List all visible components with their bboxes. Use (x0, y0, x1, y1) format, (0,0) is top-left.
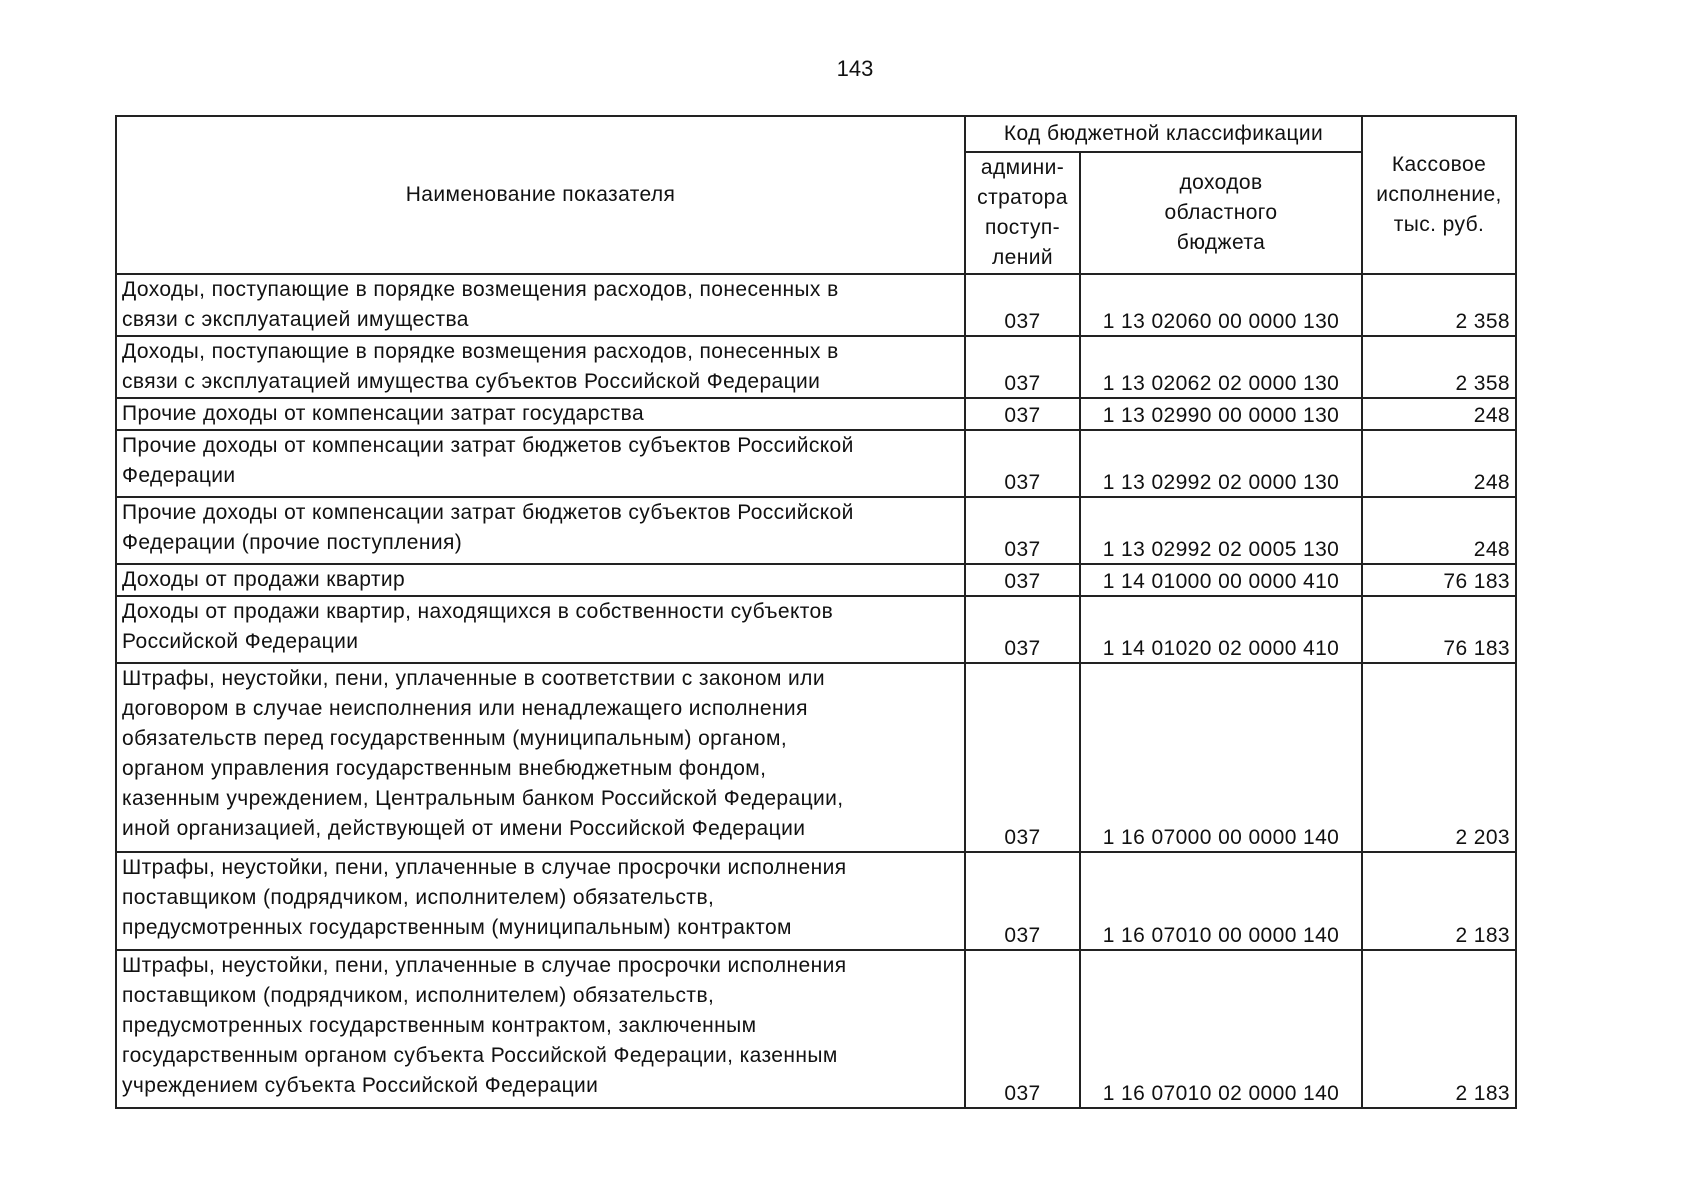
row-name-line: связи с эксплуатацией имущества субъектов Российской Федерации (122, 370, 821, 393)
row-name-line: Штрафы, неустойки, пени, уплаченные в соответствии с законом или (122, 667, 825, 690)
header-cash-execution-line: тыс. руб. (1393, 213, 1485, 236)
row-name-line: казенным учреждением, Центральным банком Российской Федерации, (122, 787, 844, 810)
row-administrator-code: 037 (965, 852, 1080, 950)
row-indicator-name (116, 497, 965, 564)
page-number: 143 (836, 56, 874, 81)
table-row (116, 430, 1516, 497)
row-name-line: Федерации (прочие поступления) (122, 531, 463, 554)
header-administrator-line: лений (992, 246, 1053, 269)
row-income-code: 1 13 02992 02 0000 130 (1080, 430, 1362, 497)
row-cash-execution: 2 183 (1362, 950, 1516, 1108)
row-indicator-name (116, 398, 965, 430)
row-name-line: Прочие доходы от компенсации затрат бюджетов субъектов Российской (122, 501, 854, 524)
table-row (116, 497, 1516, 564)
row-income-code: 1 13 02062 02 0000 130 (1080, 336, 1362, 398)
row-name-line: Российской Федерации (122, 630, 359, 653)
budget-income-table (115, 115, 1517, 1109)
row-indicator-name (116, 430, 965, 497)
table-row (116, 852, 1516, 950)
row-name-line: поставщиком (подрядчиком, исполнителем) обязательств, (122, 984, 715, 1007)
row-name-line: Штрафы, неустойки, пени, уплаченные в случае просрочки исполнения (122, 856, 847, 879)
header-administrator-line: админи- (980, 156, 1065, 179)
row-cash-execution: 2 358 (1362, 274, 1516, 336)
header-indicator-name: Наименование показателя (116, 116, 965, 274)
row-name-line: Федерации (122, 464, 236, 487)
table-row (116, 398, 1516, 430)
header-administrator-line: стратора (977, 186, 1068, 209)
row-administrator-code: 037 (965, 430, 1080, 497)
header-income-code (1080, 152, 1362, 274)
row-name-line: государственным органом субъекта Российской Федерации, казенным (122, 1044, 838, 1067)
table-row (116, 274, 1516, 336)
row-cash-execution: 2 203 (1362, 663, 1516, 852)
header-income-code-line: доходов (1179, 171, 1263, 194)
header-administrator-line: поступ- (984, 216, 1061, 239)
row-indicator-name (116, 564, 965, 596)
row-name-line: поставщиком (подрядчиком, исполнителем) обязательств, (122, 886, 715, 909)
row-cash-execution: 2 183 (1362, 852, 1516, 950)
row-cash-execution: 76 183 (1362, 564, 1516, 596)
row-administrator-code: 037 (965, 564, 1080, 596)
header-income-code-line: областного (1164, 201, 1278, 224)
header-cash-execution-line: исполнение, (1376, 183, 1502, 206)
table-row (116, 336, 1516, 398)
header-cash-execution (1362, 116, 1516, 274)
row-income-code: 1 13 02992 02 0005 130 (1080, 497, 1362, 564)
row-income-code: 1 13 02990 00 0000 130 (1080, 398, 1362, 430)
header-administrator (965, 152, 1080, 274)
row-income-code: 1 14 01000 00 0000 410 (1080, 564, 1362, 596)
row-administrator-code: 037 (965, 336, 1080, 398)
row-name-line: Доходы, поступающие в порядке возмещения расходов, понесенных в (122, 278, 839, 301)
row-cash-execution: 248 (1362, 430, 1516, 497)
row-indicator-name (116, 852, 965, 950)
header-cash-execution-line: Кассовое (1391, 153, 1487, 176)
row-name-line: связи с эксплуатацией имущества (122, 308, 469, 331)
row-administrator-code: 037 (965, 950, 1080, 1108)
row-income-code: 1 16 07010 02 0000 140 (1080, 950, 1362, 1108)
row-name-line: Прочие доходы от компенсации затрат государства (122, 402, 645, 425)
row-cash-execution: 2 358 (1362, 336, 1516, 398)
row-name-line: органом управления государственным внебюджетным фондом, (122, 757, 767, 780)
header-income-code-line: бюджета (1176, 231, 1266, 254)
row-administrator-code: 037 (965, 497, 1080, 564)
row-name-line: Доходы от продажи квартир (122, 568, 406, 591)
row-income-code: 1 16 07000 00 0000 140 (1080, 663, 1362, 852)
row-cash-execution: 248 (1362, 497, 1516, 564)
table-row (116, 950, 1516, 1108)
row-income-code: 1 14 01020 02 0000 410 (1080, 596, 1362, 663)
row-administrator-code: 037 (965, 663, 1080, 852)
row-name-line: договором в случае неисполнения или ненадлежащего исполнения (122, 697, 808, 720)
row-name-line: Доходы от продажи квартир, находящихся в собственности субъектов (122, 600, 834, 623)
row-indicator-name (116, 274, 965, 336)
row-name-line: предусмотренных государственным (муниципальным) контрактом (122, 916, 792, 939)
row-income-code: 1 13 02060 00 0000 130 (1080, 274, 1362, 336)
row-name-line: обязательств перед государственным (муниципальным) органом, (122, 727, 788, 750)
row-name-line: Штрафы, неустойки, пени, уплаченные в случае просрочки исполнения (122, 954, 847, 977)
row-cash-execution: 248 (1362, 398, 1516, 430)
row-name-line: учреждением субъекта Российской Федерации (122, 1074, 599, 1097)
row-name-line: иной организацией, действующей от имени Российской Федерации (122, 817, 806, 840)
table-row (116, 564, 1516, 596)
row-administrator-code: 037 (965, 274, 1080, 336)
row-name-line: Доходы, поступающие в порядке возмещения расходов, понесенных в (122, 340, 839, 363)
row-indicator-name (116, 950, 965, 1108)
row-name-line: Прочие доходы от компенсации затрат бюджетов субъектов Российской (122, 434, 854, 457)
row-indicator-name (116, 596, 965, 663)
row-administrator-code: 037 (965, 398, 1080, 430)
row-cash-execution: 76 183 (1362, 596, 1516, 663)
header-budget-classification-code: Код бюджетной классификации (965, 116, 1362, 152)
row-income-code: 1 16 07010 00 0000 140 (1080, 852, 1362, 950)
table-row (116, 663, 1516, 852)
row-indicator-name (116, 663, 965, 852)
row-administrator-code: 037 (965, 596, 1080, 663)
row-name-line: предусмотренных государственным контрактом, заключенным (122, 1014, 757, 1037)
table-row (116, 596, 1516, 663)
row-indicator-name (116, 336, 965, 398)
